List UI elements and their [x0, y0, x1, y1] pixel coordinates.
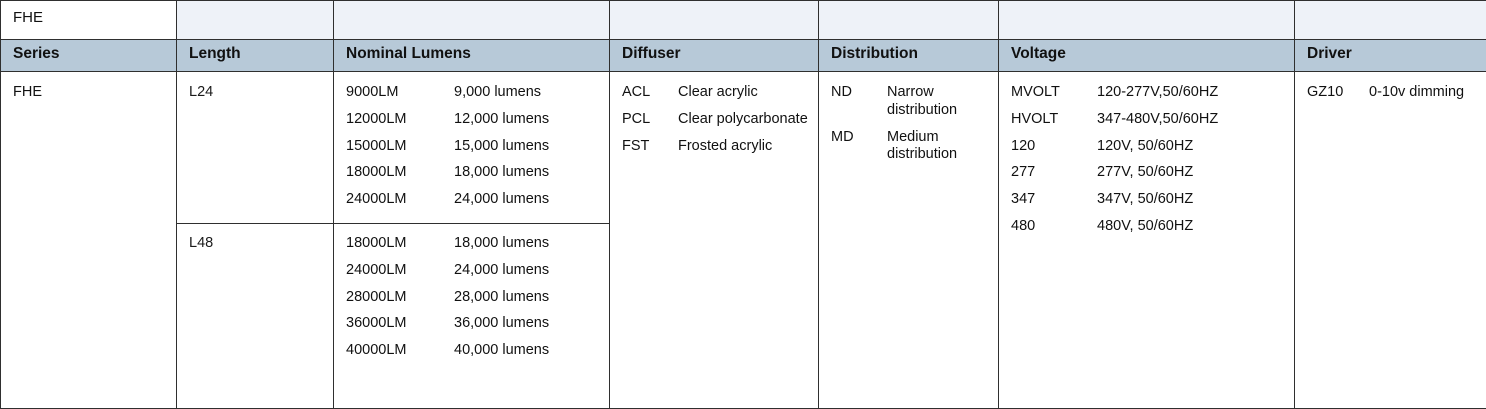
voltage-code: 120: [1011, 137, 1036, 154]
length-option-l24: L24: [189, 84, 214, 101]
voltage-desc: 277V, 50/60HZ: [1097, 164, 1194, 181]
column-header-distribution: [819, 39, 999, 72]
series-code-chip: FHE: [13, 9, 43, 26]
list-item[interactable]: [622, 138, 810, 156]
diffuser-code: ACL: [622, 84, 651, 101]
diffuser-desc: Clear acrylic: [678, 84, 758, 101]
lumens-code: 40000LM: [346, 342, 407, 359]
list-item[interactable]: [346, 138, 601, 156]
list-item[interactable]: [346, 191, 601, 209]
voltage-code: HVOLT: [1011, 110, 1059, 127]
top-code-row: [1, 1, 1486, 40]
length-option-l48: L48: [189, 235, 214, 252]
list-item[interactable]: [346, 289, 601, 307]
list-item[interactable]: [1011, 84, 1286, 102]
lumens-desc: 15,000 lumens: [454, 137, 550, 154]
list-item[interactable]: [622, 84, 810, 102]
list-item[interactable]: [1011, 164, 1286, 182]
options-row: [1, 72, 1486, 409]
lumens-code: 9000LM: [346, 84, 399, 101]
lumens-desc: 18,000 lumens: [454, 164, 550, 181]
column-header-length: [177, 39, 334, 72]
voltage-code: 347: [1011, 191, 1036, 208]
lumens-group-l48: [334, 223, 609, 408]
voltage-options: [999, 72, 1294, 254]
list-item[interactable]: [1011, 111, 1286, 129]
top-filler-voltage: [999, 1, 1295, 40]
diffuser-desc: Frosted acrylic: [678, 137, 773, 154]
diffuser-code: FST: [622, 137, 650, 154]
length-group-a[interactable]: [177, 72, 333, 223]
series-options: [1, 72, 176, 121]
length-group-b[interactable]: [177, 223, 333, 408]
voltage-code: MVOLT: [1011, 84, 1060, 101]
lumens-desc: 12,000 lumens: [454, 110, 550, 127]
top-filler-length: [177, 1, 334, 40]
list-item[interactable]: [13, 84, 168, 102]
list-item[interactable]: [346, 84, 601, 102]
cell-distribution: [819, 72, 999, 409]
header-label-voltage: Voltage: [1011, 44, 1066, 62]
list-item[interactable]: [346, 111, 601, 129]
lumens-desc: 28,000 lumens: [454, 288, 550, 305]
series-option-code: FHE: [13, 84, 42, 101]
lumens-code: 18000LM: [346, 164, 407, 181]
cell-nominal-lumens: [334, 72, 610, 409]
lumens-code: 24000LM: [346, 261, 407, 278]
list-item[interactable]: [1307, 84, 1478, 102]
list-item[interactable]: [1011, 191, 1286, 209]
driver-code: GZ10: [1307, 84, 1344, 101]
distribution-desc: Narrow distribution: [887, 84, 958, 118]
column-header-voltage: [999, 39, 1295, 72]
lumens-desc: 40,000 lumens: [454, 342, 550, 359]
lumens-desc: 36,000 lumens: [454, 315, 550, 332]
driver-options: [1295, 72, 1486, 121]
list-item[interactable]: [346, 315, 601, 333]
list-item[interactable]: [1011, 138, 1286, 156]
header-label-diffuser: Diffuser: [622, 44, 681, 62]
diffuser-options: [610, 72, 818, 174]
cell-diffuser: [610, 72, 819, 409]
column-header-series: [1, 39, 177, 72]
distribution-options: [819, 72, 998, 183]
lumens-desc: 9,000 lumens: [454, 84, 542, 101]
top-filler-lumens: [334, 1, 610, 40]
column-header-row: [1, 39, 1486, 72]
lumens-code: 36000LM: [346, 315, 407, 332]
lumens-code: 28000LM: [346, 288, 407, 305]
voltage-code: 277: [1011, 164, 1036, 181]
voltage-desc: 480V, 50/60HZ: [1097, 217, 1194, 234]
nominal-lumens-options: [334, 72, 609, 408]
cell-series: [1, 72, 177, 409]
distribution-code: ND: [831, 84, 852, 101]
diffuser-desc: Clear polycarbonate: [678, 110, 808, 127]
cell-driver: [1295, 72, 1486, 409]
list-item[interactable]: [346, 235, 601, 253]
header-label-distribution: Distribution: [831, 44, 918, 62]
top-code-cell: [1, 1, 177, 40]
lumens-group-l24: [334, 72, 609, 223]
length-options: [177, 72, 333, 408]
voltage-desc: 347-480V,50/60HZ: [1097, 110, 1219, 127]
column-header-diffuser: [610, 39, 819, 72]
voltage-desc: 120V, 50/60HZ: [1097, 137, 1194, 154]
top-filler-driver: [1295, 1, 1486, 40]
lumens-code: 18000LM: [346, 235, 407, 252]
voltage-code: 480: [1011, 217, 1036, 234]
list-item[interactable]: [1011, 218, 1286, 236]
list-item[interactable]: [831, 84, 990, 119]
diffuser-code: PCL: [622, 110, 651, 127]
column-header-nominal-lumens: [334, 39, 610, 72]
distribution-code: MD: [831, 128, 854, 145]
list-item[interactable]: [346, 262, 601, 280]
distribution-desc: Medium distribution: [887, 128, 958, 163]
header-label-driver: Driver: [1307, 44, 1352, 62]
voltage-desc: 120-277V,50/60HZ: [1097, 84, 1219, 101]
lumens-desc: 24,000 lumens: [454, 261, 550, 278]
list-item[interactable]: [346, 342, 601, 360]
lumens-code: 15000LM: [346, 137, 407, 154]
top-filler-distribution: [819, 1, 999, 40]
lumens-desc: 24,000 lumens: [454, 191, 550, 208]
lumens-desc: 18,000 lumens: [454, 235, 550, 252]
driver-desc: 0-10v dimming: [1369, 84, 1465, 101]
list-item[interactable]: [346, 164, 601, 182]
column-header-driver: [1295, 39, 1486, 72]
list-item[interactable]: [831, 129, 990, 164]
header-label-series: Series: [13, 44, 60, 62]
cell-voltage: [999, 72, 1295, 409]
list-item[interactable]: [622, 111, 810, 129]
top-filler-diffuser: [610, 1, 819, 40]
header-label-length: Length: [189, 44, 241, 62]
lumens-code: 24000LM: [346, 191, 407, 208]
cell-length: [177, 72, 334, 409]
header-label-nominal-lumens: Nominal Lumens: [346, 44, 471, 62]
lumens-code: 12000LM: [346, 110, 407, 127]
voltage-desc: 347V, 50/60HZ: [1097, 191, 1194, 208]
